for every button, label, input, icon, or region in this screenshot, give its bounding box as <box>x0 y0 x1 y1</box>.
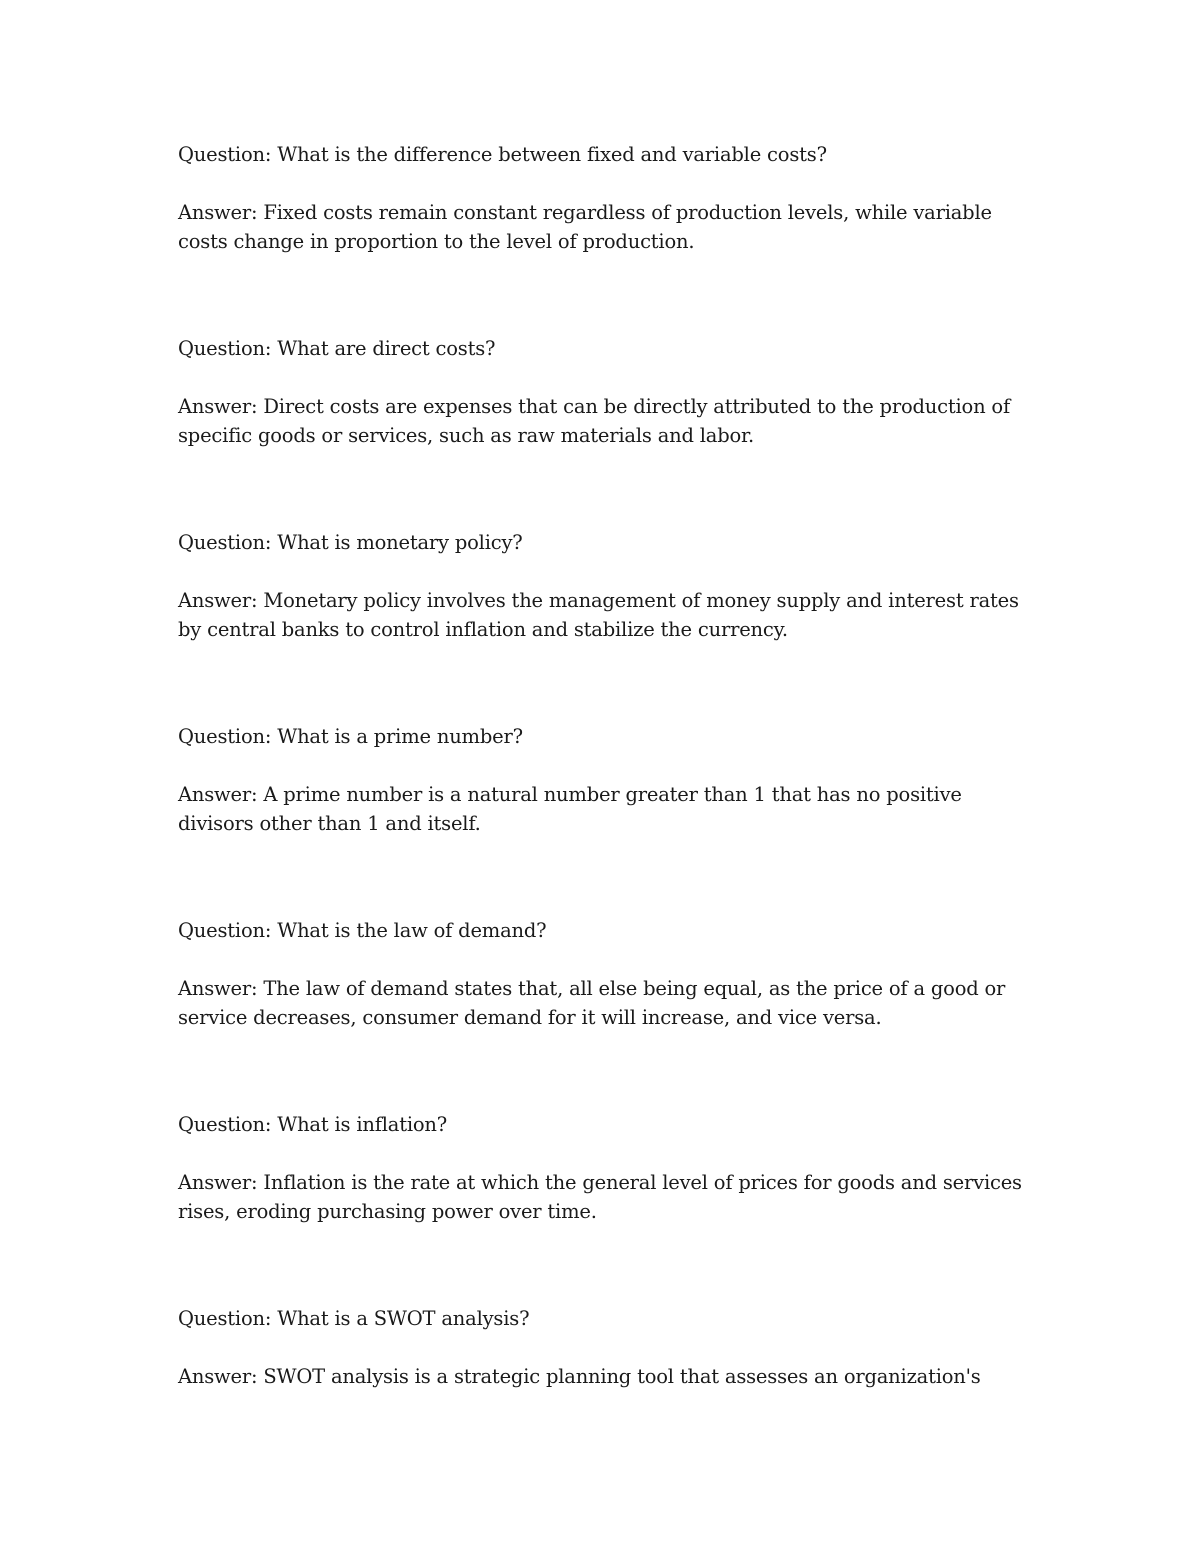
qa-item-swot-analysis <box>178 1304 1038 1498</box>
answer-text: Answer: Direct costs are expenses that can be directly attributed to the production of specific goods or services, such as raw materials and labor. <box>178 395 1010 447</box>
answer-text: Answer: Inflation is the rate at which the general level of prices for goods and services rises, eroding purchasing power over time. <box>178 1171 1022 1223</box>
answer-text: Answer: Monetary policy involves the management of money supply and interest rates by central banks to control inflation and stabilize the currency. <box>178 589 1019 641</box>
qa-item-direct-costs <box>178 334 1038 528</box>
qa-item-monetary-policy <box>178 528 1038 722</box>
question-text: Question: What is the law of demand? <box>178 919 547 942</box>
qa-item-law-of-demand <box>178 916 1038 1110</box>
question-text: Question: What are direct costs? <box>178 337 496 360</box>
qa-list <box>178 140 1038 1498</box>
qa-item-inflation <box>178 1110 1038 1304</box>
question-text: Question: What is inflation? <box>178 1113 448 1136</box>
answer-text: Answer: SWOT analysis is a strategic planning tool that assesses an organization's <box>178 1365 981 1388</box>
qa-item-prime-number <box>178 722 1038 916</box>
answer-text: Answer: A prime number is a natural number greater than 1 that has no positive divisors other than 1 and itself. <box>178 783 962 835</box>
question-text: Question: What is the difference between fixed and variable costs? <box>178 143 827 166</box>
qa-item-fixed-variable-costs <box>178 140 1038 334</box>
answer-text: Answer: The law of demand states that, all else being equal, as the price of a good or service decreases, consumer demand for it will increase, and vice versa. <box>178 977 1006 1029</box>
question-text: Question: What is a SWOT analysis? <box>178 1307 530 1330</box>
question-text: Question: What is a prime number? <box>178 725 523 748</box>
answer-text: Answer: Fixed costs remain constant regardless of production levels, while variable costs change in proportion to the level of production. <box>178 201 992 253</box>
question-text: Question: What is monetary policy? <box>178 531 523 554</box>
